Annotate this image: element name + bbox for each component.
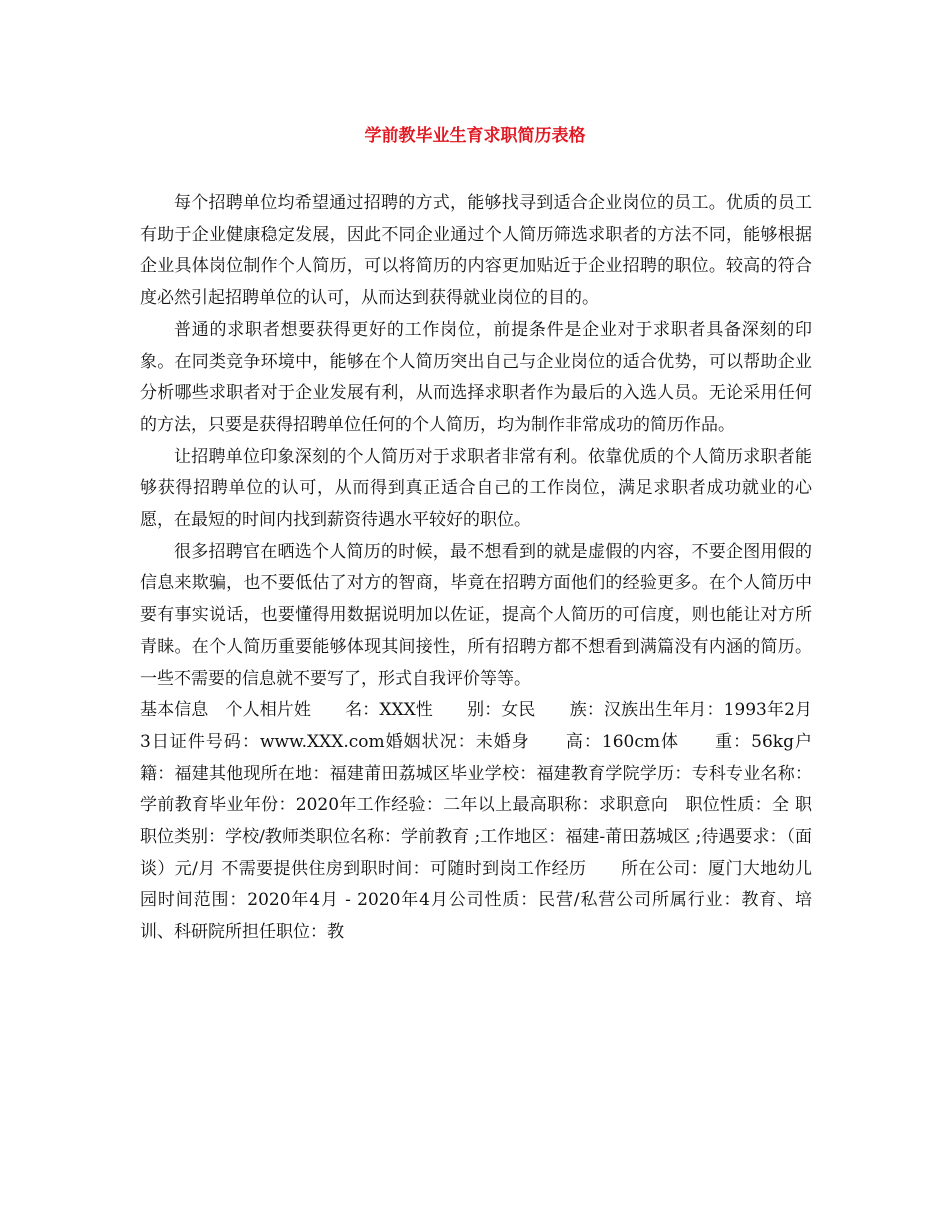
paragraph: 普通的求职者想要获得更好的工作岗位，前提条件是企业对于求职者具备深刻的印象。在同类竞争环境中，能够在个人简历突出自己与企业岗位的适合优势，可以帮助企业分析哪些求职者对于企业发展有利，从而选择求职者作为最后的入选人员。无论采用任何的方法，只要是获得招聘单位任何的个人简历，均为制作非常成功的简历作品。 xyxy=(140,319,812,435)
resume-basic-info: 基本信息 个人相片姓 名：XXX性 别：女民 族：汉族出生年月：1993年2月3日证件号码：www.XXX.com婚姻状况：未婚身 高：160cm体 重：56kg户 籍：福建其他现所在地：福建莆田荔城区毕业学校：福建教育学院学历：专科专业名称：学前教育毕业年份：2020年工作经验：二年以上最高职称：求职意向 职位性质：全 职职位类别：学校/教师类职位名称：学前教育 ;工作地区：福建-莆田荔城区 ;待遇要求：（面谈）元/月 不需要提供住房到职时间：可随时到岗工作经历 所在公司：厦门大地幼儿园时间范围：2020年4月 - 2020年4月公司性质：民营/私营公司所属行业：教育、培训、科研院所担任职位：教 xyxy=(140,700,846,943)
document-body xyxy=(140,188,846,949)
paragraph: 让招聘单位印象深刻的个人简历对于求职者非常有利。依靠优质的个人简历求职者能够获得招聘单位的认可，从而得到真正适合自己的工作岗位，满足求职者成功就业的心愿，在最短的时间内找到薪资待遇水平较好的职位。 xyxy=(140,446,812,531)
paragraph: 很多招聘官在晒选个人简历的时候，最不想看到的就是虚假的内容，不要企图用假的信息来欺骗，也不要低估了对方的智商，毕竟在招聘方面他们的经验更多。在个人简历中要有事实说话，也要懂得用数据说明加以佐证，提高个人简历的可信度，则也能让对方所青睐。在个人简历重要能够体现其间接性，所有招聘方都不想看到满篇没有内涵的简历。一些不需要的信息就不要写了，形式自我评价等等。 xyxy=(140,541,812,689)
document-title: 学前教毕业生育求职简历表格 xyxy=(364,126,586,146)
paragraph: 每个招聘单位均希望通过招聘的方式，能够找寻到适合企业岗位的员工。优质的员工有助于企业健康稳定发展，因此不同企业通过个人简历筛选求职者的方法不同，能够根据企业具体岗位制作个人简历，可以将简历的内容更加贴近于企业招聘的职位。较高的符合度必然引起招聘单位的认可，从而达到获得就业岗位的目的。 xyxy=(140,193,812,309)
